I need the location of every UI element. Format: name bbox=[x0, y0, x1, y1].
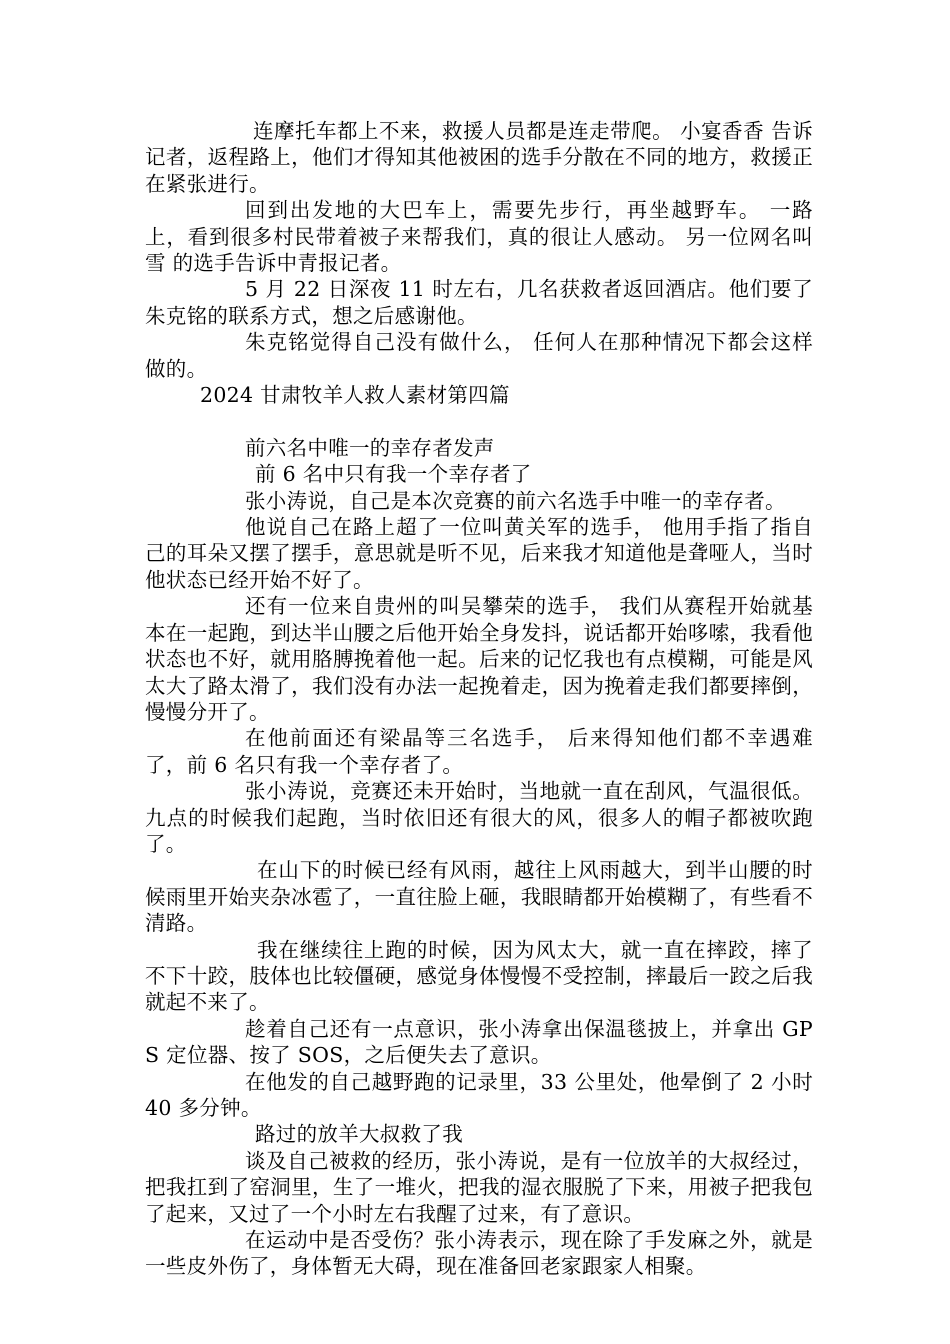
paragraph: 还有一位来自贵州的叫吴攀荣的选手， 我们从赛程开始就基本在一起跑，到达半山腰之后他开始全身发抖，说话都开始哆嗦，我看他状态也不好，就用胳膊挽着他一起。后来的记忆我也有点模糊，可能是风太大了路太滑了，我们没有办法一起挽着走，因为挽着走我们都要摔倒，慢慢分开了。 bbox=[145, 594, 813, 724]
paragraph: 他说自己在路上超了一位叫黄关军的选手， 他用手指了指自己的耳朵又摆了摆手，意思就是听不见，后来我才知道他是聋哑人，当时他状态已经开始不好了。 bbox=[145, 515, 813, 592]
paragraph: 张小涛说，自己是本次竞赛的前六名选手中唯一的幸存者。 bbox=[245, 488, 786, 513]
paragraph: 在他前面还有梁晶等三名选手， 后来得知他们都不幸遇难了，前 6 名只有我一个幸存者了。 bbox=[145, 726, 813, 777]
paragraph: 连摩托车都上不来，救援人员都是连走带爬。 小宴香香 告诉记者，返程路上，他们才得知其他被困的选手分散在不同的地方，救援正在紧张进行。 bbox=[145, 119, 813, 196]
paragraph: 在运动中是否受伤？张小涛表示，现在除了手发麻之外，就是一些皮外伤了，身体暂无大碍，现在准备回老家跟家人相聚。 bbox=[145, 1228, 813, 1279]
paragraph: 朱克铭觉得自己没有做什么， 任何人在那种情况下都会这样做的。 bbox=[145, 330, 813, 381]
paragraph: 在他发的自己越野跑的记录里，33 公里处，他晕倒了 2 小时 40 多分钟。 bbox=[145, 1069, 813, 1121]
blank-line bbox=[145, 408, 813, 434]
paragraph: 在山下的时候已经有风雨，越往上风雨越大，到半山腰的时候雨里开始夹杂冰雹了，一直往脸上砸，我眼睛都开始模糊了，有些看不清路。 bbox=[145, 858, 813, 936]
document-page bbox=[145, 118, 813, 1280]
paragraph: 趁着自己还有一点意识，张小涛拿出保温毯披上，并拿出 GPS 定位器、按了 SOS，之后便失去了意识。 bbox=[145, 1016, 813, 1068]
sub-heading: 前 6 名中只有我一个幸存者了 bbox=[255, 462, 532, 487]
paragraph: 谈及自己被救的经历，张小涛说，是有一位放羊的大叔经过， 把我扛到了窑洞里，生了一堆火，把我的湿衣服脱了下来，用被子把我包了起来，又过了一个小时左右我醒了过来，有了意识。 bbox=[145, 1148, 813, 1226]
paragraph: 回到出发地的大巴车上，需要先步行，再坐越野车。 一路上，看到很多村民带着被子来帮我们，真的很让人感动。 另一位网名叫 雪 的选手告诉中青报记者。 bbox=[145, 198, 813, 276]
sub-heading: 前六名中唯一的幸存者发声 bbox=[245, 435, 495, 460]
paragraph: 张小涛说，竞赛还未开始时，当地就一直在刮风，气温很低。 九点的时候我们起跑，当时依旧还有很大的风，很多人的帽子都被吹跑了。 bbox=[145, 779, 813, 856]
sub-heading: 路过的放羊大叔救了我 bbox=[255, 1122, 463, 1147]
section-title: 2024 甘肃牧羊人救人素材第四篇 bbox=[200, 383, 510, 408]
paragraph: 我在继续往上跑的时候，因为风太大，就一直在摔跤，摔了不下十跤，肢体也比较僵硬，感觉身体慢慢不受控制，摔最后一跤之后我就起不来了。 bbox=[145, 937, 813, 1015]
paragraph: 5 月 22 日深夜 11 时左右，几名获救者返回酒店。他们要了朱克铭的联系方式，想之后感谢他。 bbox=[145, 277, 813, 328]
